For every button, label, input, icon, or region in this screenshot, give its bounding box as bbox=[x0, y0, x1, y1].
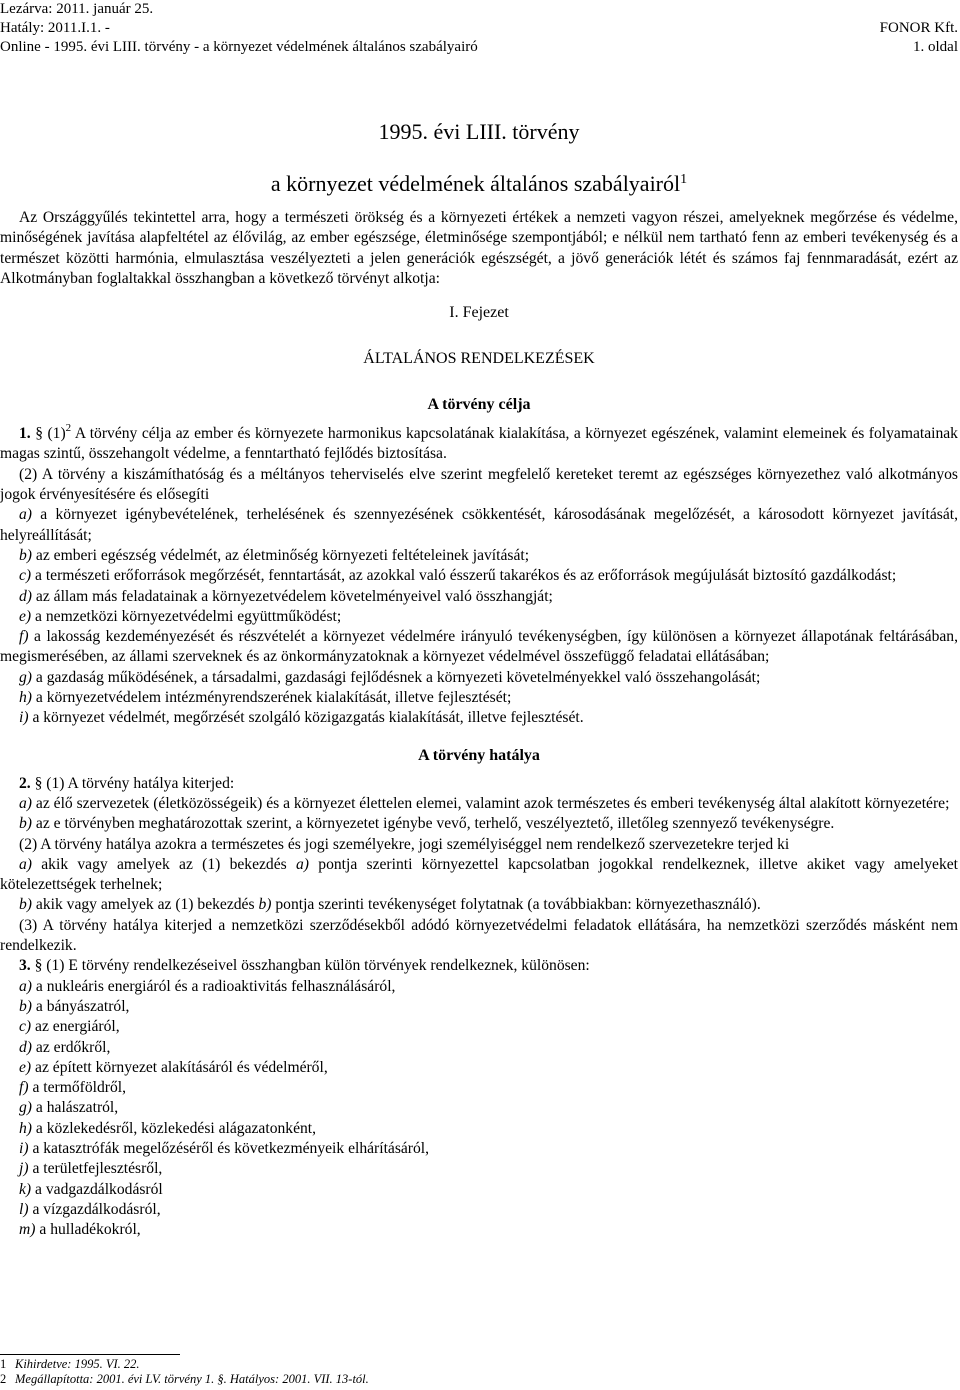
item-text: a vadgazdálkodásról bbox=[35, 1180, 163, 1198]
item-text: a közlekedésről, közlekedési alágazatonként, bbox=[35, 1119, 317, 1137]
item-text: a környezet igénybevételének, terhelésének és szennyezésének csökkentését, károsodásának megelőzését, a károsodott környezet javítását, helyreállítását; bbox=[0, 506, 958, 544]
section-2-paragraph-1 bbox=[0, 774, 958, 794]
item-text: az e törvényben meghatározottak szerint, a környezetet igénybe vevő, terhelő, veszélyeztető, illetőleg szennyező tevékenységre. bbox=[35, 815, 835, 833]
item-text: az energiáról, bbox=[35, 1018, 120, 1036]
item-text: a környezet védelmét, megőrzését szolgáló közigazgatás kialakítását, illetve fejlesztését. bbox=[32, 709, 584, 727]
list-item bbox=[0, 627, 958, 668]
list-item bbox=[0, 1078, 958, 1098]
closed-date: Lezárva: 2011. január 25. bbox=[0, 1, 154, 17]
item-letter: e) bbox=[19, 1058, 32, 1076]
item-letter: a) bbox=[19, 506, 32, 524]
list-item bbox=[0, 688, 958, 708]
list-item bbox=[0, 1139, 958, 1159]
law-subtitle-text: a környezet védelmének általános szabályairól bbox=[270, 171, 681, 196]
item-letter: i) bbox=[19, 1139, 29, 1157]
section-2-p2-item-a bbox=[0, 855, 958, 896]
footnotes bbox=[0, 1354, 958, 1387]
item-text: pontja szerinti tevékenységet folytatnak (a továbbiakban: környezethasználó). bbox=[275, 896, 761, 914]
item-letter: b) bbox=[19, 896, 32, 914]
item-letter: e) bbox=[19, 607, 32, 625]
item-text: a lakosság kezdeményezését és részvételét a környezet védelmére irányuló tevékenységben, így különösen a környezet állapotának feltárásában, megismerésében, az állami szerveknek és az önkormányzatoknak a környezet védelmével összefüggő feladatai ellátásában; bbox=[0, 628, 958, 666]
section-1-items bbox=[0, 505, 958, 728]
item-text: a nukleáris energiáról és a radioaktivitás felhasználásáról, bbox=[35, 977, 396, 995]
document-body bbox=[0, 118, 958, 1240]
page-number: 1. oldal bbox=[913, 39, 958, 55]
list-item bbox=[0, 1038, 958, 1058]
section-2-item-b bbox=[0, 814, 958, 834]
item-reference: a) bbox=[296, 855, 309, 873]
item-text: akik vagy amelyek az (1) bekezdés bbox=[41, 855, 287, 873]
list-item bbox=[0, 1159, 958, 1179]
list-item bbox=[0, 997, 958, 1017]
item-letter: k) bbox=[19, 1180, 32, 1198]
footnote-divider bbox=[0, 1354, 180, 1355]
list-item bbox=[0, 1180, 958, 1200]
list-item bbox=[0, 1119, 958, 1139]
section-heading-purpose: A törvény célja bbox=[427, 396, 531, 414]
item-letter: d) bbox=[19, 587, 32, 605]
item-letter: b) bbox=[19, 815, 32, 833]
law-title: 1995. évi LIII. törvény bbox=[378, 119, 580, 144]
item-letter: d) bbox=[19, 1038, 32, 1056]
footnote-text: Kihirdetve: 1995. VI. 22. bbox=[15, 1357, 140, 1371]
footnote-ref-2[interactable]: 2 bbox=[65, 422, 72, 435]
document-source: Online - 1995. évi LIII. törvény - a környezet védelmének általános szabályairó bbox=[0, 39, 478, 55]
section-heading-scope: A törvény hatálya bbox=[418, 746, 540, 764]
page-header-left bbox=[0, 0, 478, 57]
item-text: a természeti erőforrások megőrzését, fenntartását, az azokkal való ésszerű takarékos és az erőforrások megújulását biztosító gazdálkodást; bbox=[35, 567, 897, 585]
item-text: a gazdaság működésének, a társadalmi, gazdasági fejlődésnek a környezeti követelményekkel való összehangolását; bbox=[35, 668, 761, 686]
item-text: a halászatról, bbox=[35, 1099, 119, 1117]
item-letter: l) bbox=[19, 1200, 29, 1218]
item-text: a termőföldről, bbox=[32, 1079, 126, 1097]
section-1-p1-text: A törvény célja az ember és környezete harmonikus kapcsolatának kialakítása, a környezet egészének, valamint elemeinek és folyamatainak magas szintű, összehangolt védelme, a fenntartható fejlődés biztosítása. bbox=[0, 425, 958, 463]
item-text: a vízgazdálkodásról, bbox=[32, 1200, 161, 1218]
item-letter: b) bbox=[19, 997, 32, 1015]
item-text: az emberi egészség védelmét, az életminőség környezeti feltételeinek javítását; bbox=[35, 546, 530, 564]
footnote-text: Megállapította: 2001. évi LV. törvény 1. §. Hatályos: 2001. VII. 13-tól. bbox=[15, 1372, 369, 1386]
list-item bbox=[0, 708, 958, 728]
list-item bbox=[0, 668, 958, 688]
item-text: pontja szerinti környezettel kapcsolatban jogokkal rendelkeznek, illetve akiket vagy amelyeket kötelezettségek terhelnek; bbox=[0, 855, 958, 894]
section-2-paragraph-2: (2) A törvény hatálya azokra a természetes és jogi személyekre, jogi személyiséggel nem rendelkező szervezetekre terjed ki bbox=[19, 835, 790, 853]
footnote bbox=[0, 1372, 958, 1387]
list-item bbox=[0, 1200, 958, 1220]
section-2-p2-item-b bbox=[0, 895, 958, 915]
footnote-number: 2 bbox=[0, 1372, 7, 1386]
item-text: a katasztrófák megelőzéséről és következményeik elhárításáról, bbox=[32, 1139, 430, 1157]
list-item bbox=[0, 1220, 958, 1240]
item-text: a nemzetközi környezetvédelmi együttműködést; bbox=[35, 607, 342, 625]
list-item bbox=[0, 587, 958, 607]
footnote-ref-1[interactable]: 1 bbox=[680, 172, 688, 187]
item-text: a hulladékokról, bbox=[39, 1221, 141, 1239]
page-header-right bbox=[880, 19, 958, 57]
section-2-p1-text: § (1) A törvény hatálya kiterjed: bbox=[34, 774, 235, 792]
item-text: az épített környezet alakításáról és védelméről, bbox=[35, 1058, 328, 1076]
list-item bbox=[0, 505, 958, 546]
item-letter: b) bbox=[19, 546, 32, 564]
item-letter: a) bbox=[19, 855, 32, 873]
section-2 bbox=[0, 774, 958, 957]
item-text: az állam más feladatainak a környezetvédelem követelményeivel való összhangját; bbox=[35, 587, 553, 605]
list-item bbox=[0, 1058, 958, 1078]
section-2-paragraph-3: (3) A törvény hatálya kiterjed a nemzetközi szerződésekből adódó környezetvédelmi feladatok ellátására, ha nemzetközi szerződés másként nem rendelkezik. bbox=[0, 916, 958, 955]
item-letter: j) bbox=[19, 1160, 29, 1178]
section-1-paragraph-2: (2) A törvény a kiszámíthatóság és a méltányos teherviselés elve szerint megfelelő kereteket teremt az egészséges környezethez való alkotmányos jogok érvényesítésére és elősegíti bbox=[0, 465, 958, 504]
item-text: a bányászatról, bbox=[35, 997, 130, 1015]
list-item bbox=[0, 1098, 958, 1118]
item-letter: f) bbox=[19, 628, 29, 646]
item-text: a területfejlesztésről, bbox=[32, 1160, 163, 1178]
section-1 bbox=[0, 424, 958, 728]
item-letter: a) bbox=[19, 794, 32, 812]
list-item bbox=[0, 977, 958, 997]
item-letter: f) bbox=[19, 1079, 29, 1097]
preamble: Az Országgyűlés tekintettel arra, hogy a természeti örökség és a környezeti értékek a nemzeti vagyon részei, amelyeknek megőrzése és védelme, minőségének javítása alapfeltétel az élővilág, az ember egészsége, életminősége szempontjából; e nélkül nem tartható fenn az emberi tevékenység és a természet közötti harmónia, elmulasztása veszélyezteti a jelen generációk egészségét, a jövő generációk létét és számos faj fennmaradását, ezért az Alkotmányban foglaltakkal összhangban a következő törvényt alkotja: bbox=[0, 209, 958, 287]
publisher-name: FONOR Kft. bbox=[879, 20, 958, 36]
section-3-p1-text: § (1) E törvény rendelkezéseivel összhangban külön törvények rendelkeznek, különösen: bbox=[34, 957, 590, 975]
item-letter: c) bbox=[19, 567, 32, 585]
section-1-number: 1. bbox=[19, 425, 31, 443]
item-letter: h) bbox=[19, 1119, 32, 1137]
section-3 bbox=[0, 956, 958, 1240]
section-2-item-a bbox=[0, 794, 958, 814]
item-letter: g) bbox=[19, 1099, 32, 1117]
chapter-number: I. Fejezet bbox=[449, 304, 509, 322]
list-item bbox=[0, 566, 958, 586]
item-letter: c) bbox=[19, 1018, 32, 1036]
law-subtitle bbox=[0, 170, 958, 198]
item-text: akik vagy amelyek az (1) bekezdés bbox=[35, 896, 255, 914]
item-letter: m) bbox=[19, 1221, 36, 1239]
item-text: a környezetvédelem intézményrendszerének kialakítását, illetve fejlesztését; bbox=[35, 689, 512, 707]
item-letter: g) bbox=[19, 668, 32, 686]
section-3-items bbox=[0, 977, 958, 1241]
item-letter: a) bbox=[19, 977, 32, 995]
section-3-number: 3. bbox=[19, 957, 31, 975]
section-1-p1-lead: § (1) bbox=[35, 425, 66, 443]
section-3-paragraph-1 bbox=[0, 956, 958, 976]
item-text: az erdőkről, bbox=[35, 1038, 111, 1056]
section-2-number: 2. bbox=[19, 774, 31, 792]
footnote-number: 1 bbox=[0, 1357, 7, 1371]
list-item bbox=[0, 546, 958, 566]
item-reference: b) bbox=[258, 896, 272, 914]
section-1-paragraph-1 bbox=[0, 424, 958, 465]
list-item bbox=[0, 607, 958, 627]
list-item bbox=[0, 1017, 958, 1037]
item-text: az élő szervezetek (életközösségeik) és a környezet élettelen elemei, valamint azok természetes és emberi tevékenység által alakított környezetére; bbox=[35, 794, 950, 812]
item-letter: i) bbox=[19, 709, 29, 727]
chapter-title: ÁLTALÁNOS RENDELKEZÉSEK bbox=[363, 350, 595, 368]
item-letter: h) bbox=[19, 689, 32, 707]
footnote-list bbox=[0, 1357, 958, 1387]
effective-date: Hatály: 2011.I.1. - bbox=[0, 20, 110, 36]
footnote bbox=[0, 1357, 958, 1372]
